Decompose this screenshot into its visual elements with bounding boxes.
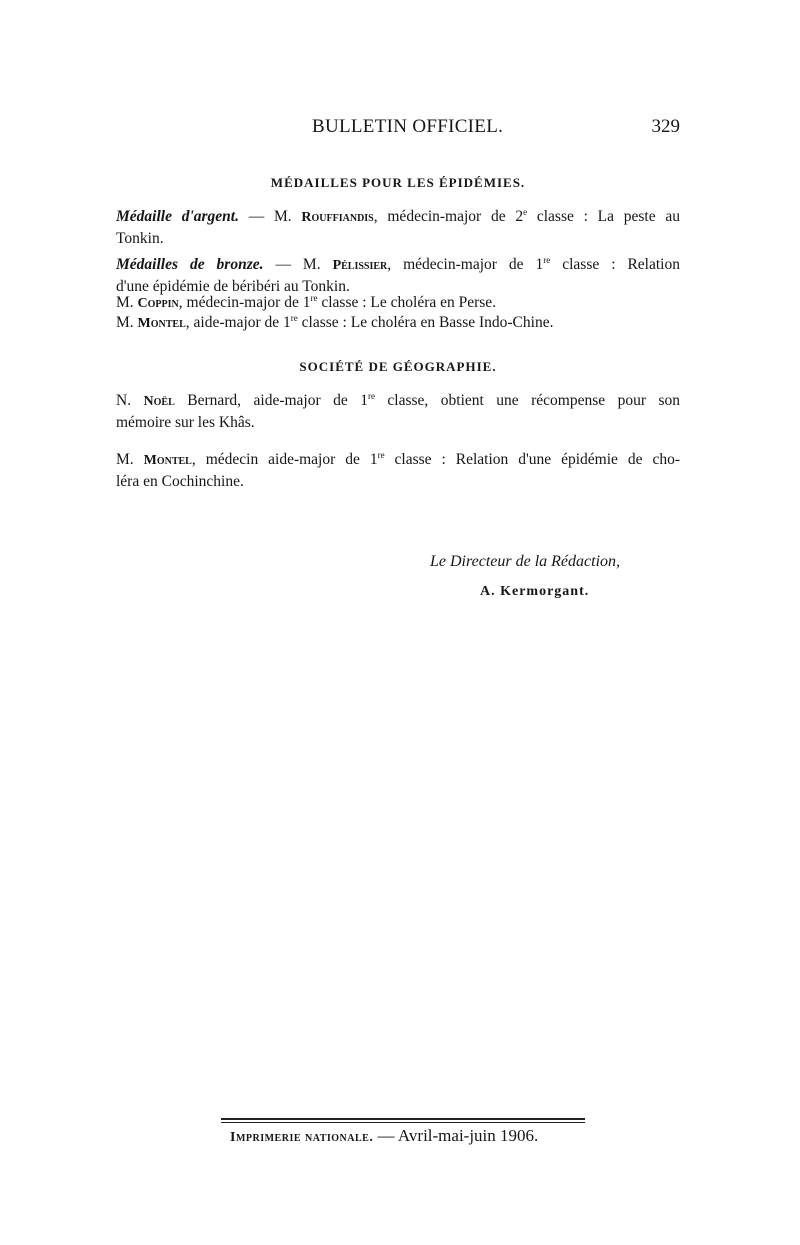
footer-rule-thick — [221, 1118, 585, 1120]
signature-role: Le Directeur de la Rédaction, — [430, 553, 621, 570]
entry-lead: Médaille d'argent. — [116, 208, 239, 225]
printer-name: Imprimerie nationale. — [230, 1130, 374, 1145]
section-heading-medailles: MÉDAILLES POUR LES ÉPIDÉMIES. — [270, 175, 526, 190]
person-name: Coppin — [137, 296, 179, 311]
page-number: 329 — [651, 116, 680, 137]
ordinal-sup: e — [523, 206, 528, 217]
entry-line-2: léra en Cochinchine. — [116, 473, 244, 490]
entry-line-2: d'une épidémie de béribéri au Tonkin. — [116, 278, 350, 295]
entry-prefix: N. — [116, 392, 144, 409]
entry-noel-bernard — [116, 390, 680, 433]
entry-text: , médecin-major de 1 — [178, 294, 311, 311]
entry-sep: — M. — [238, 208, 302, 225]
entry-line — [116, 390, 680, 412]
section-heading-societe-geographie: SOCIÉTÉ DE GÉOGRAPHIE. — [299, 359, 497, 374]
entry-line-2: Tonkin. — [116, 230, 164, 247]
entry-sep: — M. — [263, 256, 333, 273]
entry-text: , médecin aide-major de 1 — [191, 451, 378, 468]
ordinal-sup: re — [290, 312, 298, 323]
entry-text: classe : Le choléra en Basse Indo-Chine. — [297, 314, 554, 331]
footer-rule-thin — [221, 1122, 585, 1123]
ordinal-sup: re — [367, 390, 375, 401]
entry-text: classe : Relation d'une épidémie de cho- — [384, 451, 681, 468]
running-title: BULLETIN OFFICIEL. — [312, 116, 504, 137]
entry-text: classe : La peste au — [527, 208, 680, 225]
entry-prefix: M. — [116, 314, 138, 331]
entry-line — [116, 206, 680, 228]
entry-text: classe : Le choléra en Perse. — [317, 294, 497, 311]
person-name: Montel — [137, 316, 186, 331]
entry-medaille-argent — [116, 206, 680, 249]
entry-montel-2 — [116, 449, 680, 492]
entry-lead: Médailles de bronze. — [116, 256, 264, 273]
entry-text: , médecin-major de 2 — [373, 208, 524, 225]
person-name: Rouffiandis — [301, 210, 374, 225]
entry-text: classe : Relation — [550, 256, 680, 273]
entry-text: , médecin-major de 1 — [387, 256, 544, 273]
footer-imprint — [230, 1126, 538, 1146]
entry-prefix: M. — [116, 451, 144, 468]
running-head — [116, 116, 680, 140]
signature-name: A. Kermorgant. — [480, 584, 590, 599]
ordinal-sup: re — [310, 292, 318, 303]
entry-coppin — [116, 292, 680, 314]
entry-line — [116, 254, 680, 276]
person-name: Montel — [143, 453, 192, 468]
footer-sep: — — [373, 1126, 398, 1145]
entry-line — [116, 449, 680, 471]
ordinal-sup: re — [377, 449, 385, 460]
person-name: Pélissier — [332, 258, 388, 273]
person-name: Noël — [143, 394, 175, 409]
ordinal-sup: re — [543, 254, 551, 265]
footer-date: Avril-mai-juin 1906. — [397, 1126, 539, 1145]
entry-montel-1 — [116, 312, 680, 334]
entry-medailles-bronze — [116, 254, 680, 297]
entry-text: Bernard, aide-major de 1 — [174, 392, 368, 409]
entry-text: , aide-major de 1 — [185, 314, 291, 331]
entry-prefix: M. — [116, 294, 138, 311]
entry-text: classe, obtient une récompense pour son — [374, 392, 681, 409]
entry-line-2: mémoire sur les Khâs. — [116, 414, 255, 431]
